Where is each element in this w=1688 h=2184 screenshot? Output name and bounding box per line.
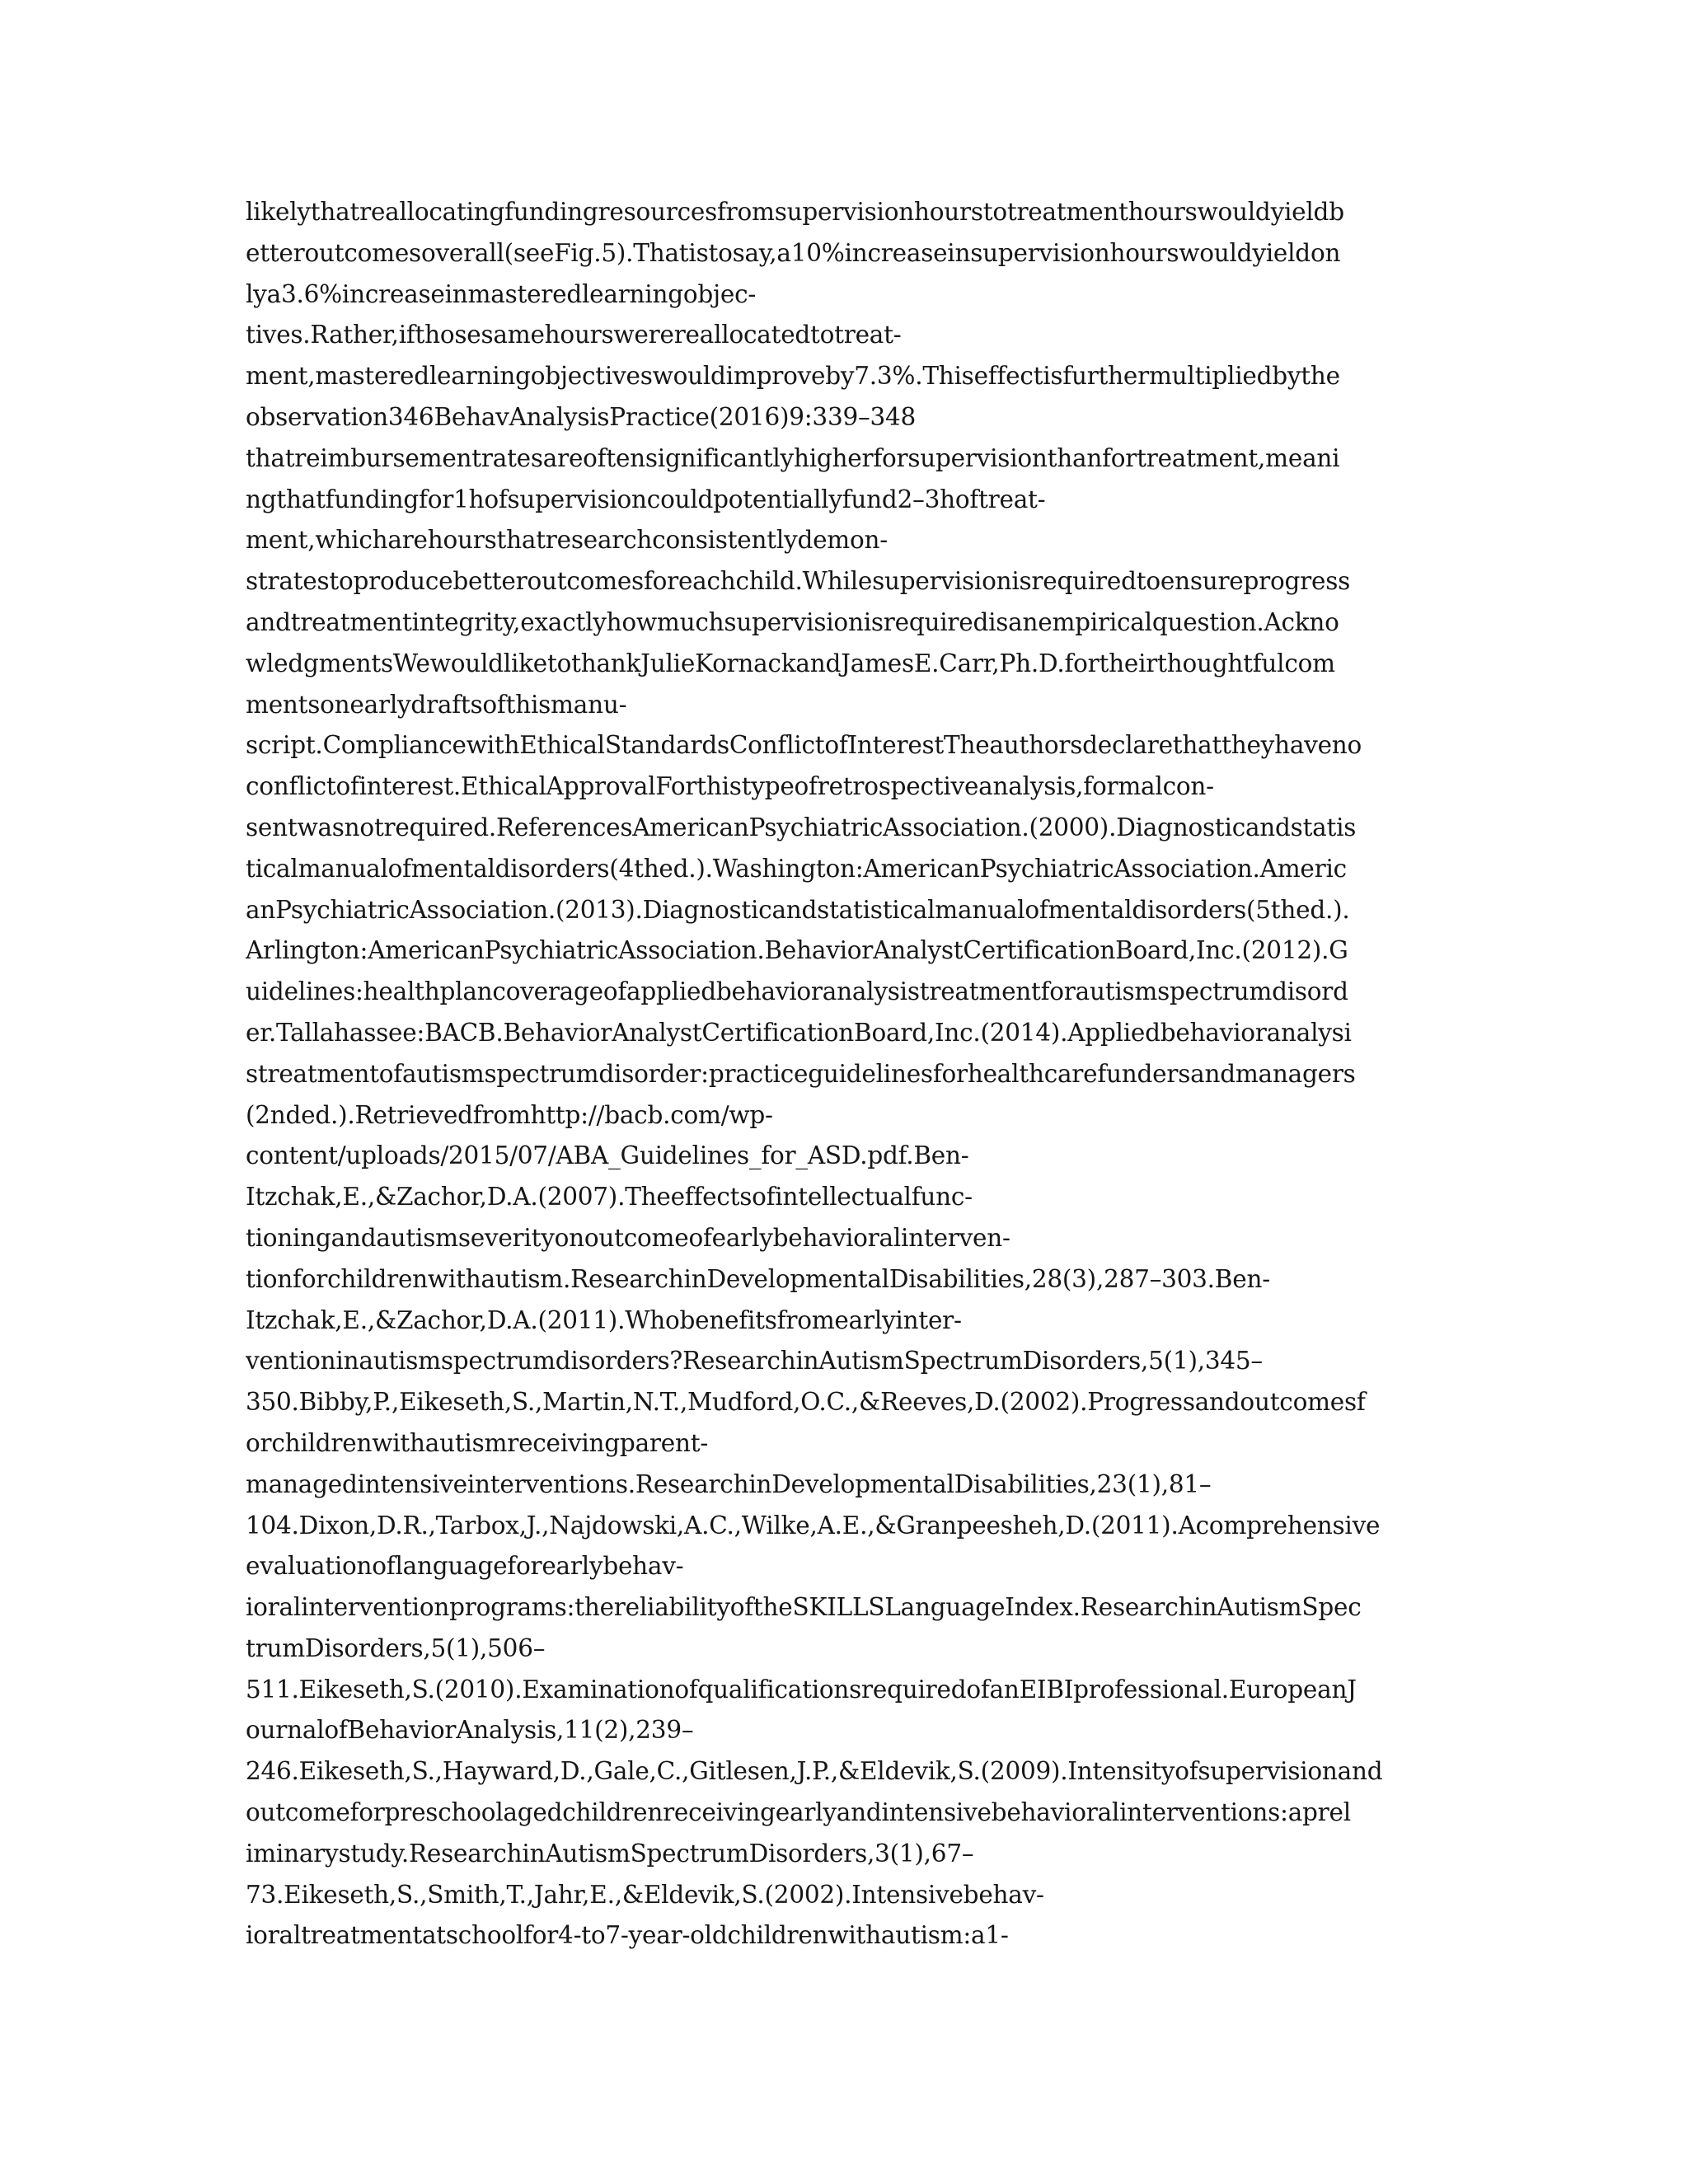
text-line: (2nded.).Retrievedfromhttp://bacb.com/wp- [246,1100,773,1129]
text-line: thatreimbursementratesareoftensignificantlyhigherforsupervisionthanfortreatment,meani [246,443,1340,472]
text-line: ment,whicharehoursthatresearchconsistentlydemon- [246,526,888,555]
text-line: tives.Rather,ifthosesamehourswerereallocatedtotreat- [246,321,902,349]
text-line: tioningandautismseverityonoutcomeofearlybehavioralinterven- [246,1223,1010,1252]
text-line: 246.Eikeseth,S.,Hayward,D.,Gale,C.,Gitlesen,J.P.,&Eldevik,S.(2009).Intensityofsupervisionand [246,1757,1383,1786]
text-line: 73.Eikeseth,S.,Smith,T.,Jahr,E.,&Eldevik,S.(2002).Intensivebehav- [246,1880,1044,1909]
text-line: ment,masteredlearningobjectiveswouldimproveby7.3%.Thiseffectisfurthermultipliedbythe [246,362,1340,391]
text-line: Itzchak,E.,&Zachor,D.A.(2007).Theeffectsofintellectualfunc- [246,1183,973,1212]
text-line: likelythatreallocatingfundingresourcesfromsupervisionhourstotreatmenthourswouldyieldb [246,198,1344,226]
text-line: observation346BehavAnalysisPractice(2016)9:339–348 [246,402,917,431]
text-line: etteroutcomesoverall(seeFig.5).Thatistosay,a10%increaseinsupervisionhourswouldyieldon [246,238,1341,267]
text-line: er.Tallahassee:BACB.BehaviorAnalystCertificationBoard,Inc.(2014).Appliedbehavioranalysi [246,1018,1352,1047]
text-line: sentwasnotrequired.ReferencesAmericanPsychiatricAssociation.(2000).Diagnosticandstatis [246,813,1357,841]
text-line: ventioninautismspectrumdisorders?ResearchinAutismSpectrumDisorders,5(1),345– [246,1347,1263,1376]
body-text [246,192,1449,1957]
text-line: conflictofinterest.EthicalApprovalForthistypeofretrospectiveanalysis,formalcon- [246,772,1214,801]
text-line: tionforchildrenwithautism.ResearchinDevelopmentalDisabilities,28(3),287–303.Ben- [246,1264,1270,1293]
text-line: lya3.6%increaseinmasteredlearningobjec- [246,279,757,308]
text-line: outcomeforpreschoolagedchildrenreceivingearlyandintensivebehavioralinterventions:aprel [246,1798,1351,1827]
text-line: ticalmanualofmentaldisorders(4thed.).Washington:AmericanPsychiatricAssociation.Americ [246,854,1347,883]
text-line: ngthatfundingfor1hofsupervisioncouldpotentiallyfund2–3hoftreat- [246,485,1046,513]
text-line: iminarystudy.ResearchinAutismSpectrumDisorders,3(1),67– [246,1839,974,1868]
text-line: content/uploads/2015/07/ABA_Guidelines_for_ASD.pdf.Ben- [246,1141,969,1170]
text-line: trumDisorders,5(1),506– [246,1633,546,1662]
text-line: 104.Dixon,D.R.,Tarbox,J.,Najdowski,A.C.,Wilke,A.E.,&Granpeesheh,D.(2011).Acomprehensive [246,1511,1381,1540]
text-line: andtreatmentintegrity,exactlyhowmuchsupervisionisrequiredisanempiricalquestion.Ackno [246,607,1339,636]
text-line: Arlington:AmericanPsychiatricAssociation.BehaviorAnalystCertificationBoard,Inc.(2012).G [246,936,1348,965]
text-line: ournalofBehaviorAnalysis,11(2),239– [246,1716,694,1745]
text-line: streatmentofautismspectrumdisorder:practiceguidelinesforhealthcarefundersandmanagers [246,1059,1356,1088]
text-line: script.CompliancewithEthicalStandardsConflictofInterestTheauthorsdeclarethattheyhaveno [246,731,1362,760]
text-line: ioralinterventionprograms:thereliabilityoftheSKILLSLanguageIndex.ResearchinAutismSpec [246,1593,1362,1622]
text-line: uidelines:healthplancoverageofappliedbehavioranalysistreatmentforautismspectrumdisord [246,977,1348,1006]
text-line: evaluationoflanguageforearlybehav- [246,1552,684,1581]
text-line: wledgmentsWewouldliketothankJulieKornackandJamesE.Carr,Ph.D.fortheirthoughtfulcom [246,649,1335,677]
text-line: managedintensiveinterventions.ResearchinDevelopmentalDisabilities,23(1),81– [246,1469,1212,1498]
text-line: orchildrenwithautismreceivingparent- [246,1428,709,1457]
text-line: 350.Bibby,P.,Eikeseth,S.,Martin,N.T.,Mudford,O.C.,&Reeves,D.(2002).Progressandoutcomesf [246,1388,1366,1417]
text-line: stratestoproducebetteroutcomesforeachchild.Whilesupervisionisrequiredtoensureprogress [246,567,1350,596]
text-line: anPsychiatricAssociation.(2013).Diagnosticandstatisticalmanualofmentaldisorders(5thed.). [246,895,1350,924]
text-line: ioraltreatmentatschoolfor4-to7-year-oldchildrenwithautism:a1- [246,1921,1009,1950]
text-line: 511.Eikeseth,S.(2010).ExaminationofqualificationsrequiredofanEIBIprofessional.EuropeanJ [246,1675,1357,1704]
text-line: mentsonearlydraftsofthismanu- [246,690,627,719]
text-line: Itzchak,E.,&Zachor,D.A.(2011).Whobenefitsfromearlyinter- [246,1305,962,1334]
